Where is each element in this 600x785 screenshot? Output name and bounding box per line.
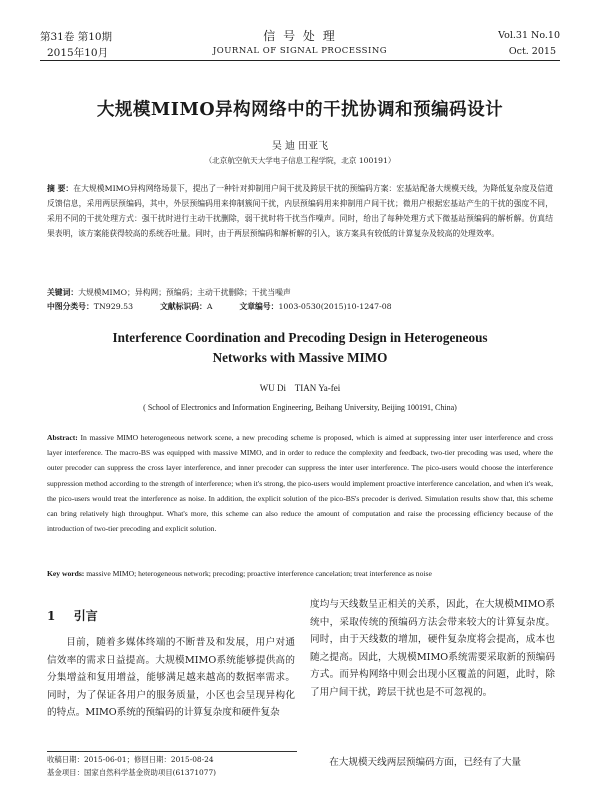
footnote-received: 收稿日期：2015-06-01；修回日期：2015-08-24: [47, 755, 214, 764]
section-heading: [47, 607, 98, 624]
article-value: 1003-0530(2015)10-1247-08: [278, 302, 392, 311]
authors-en: WU Di TIAN Ya-fei: [259, 383, 341, 393]
body-right-column-continued: 在大规模天线两层预编码方面，已经有了大量: [329, 757, 522, 768]
footnote-rule: [47, 751, 297, 752]
journal-name-en: JOURNAL OF SIGNAL PROCESSING: [212, 46, 388, 56]
page-title-en-line2: Networks with Massive MIMO: [212, 350, 388, 365]
keywords-en-label: Key words:: [47, 569, 85, 578]
header-rule: [40, 60, 560, 61]
footnote-funding: 基金项目：国家自然科学基金资助项目(61371077): [47, 768, 217, 777]
article-label: 文章编号：: [239, 302, 279, 311]
journal-vol-en: Vol.31 No.10: [498, 30, 560, 41]
journal-volume: 第31卷 第10期: [40, 31, 113, 43]
journal-date: 2015年10月: [47, 47, 109, 59]
page-title-cn: 大规模MIMO异构网络中的干扰协调和预编码设计: [96, 100, 504, 120]
affiliation-cn: （北京航空航天大学电子信息工程学院，北京 100191）: [204, 156, 396, 165]
body-left-column: 目前，随着多媒体终端的不断普及和发展，用户对通信效率的需求日益提高。大规模MIMO系统能够提供高的分集增益和复用增益，能够满足越来越高的数据率需求。同时，为了保证各用户的服务质量，小区也会呈现异构化的特点。MIMO系统的预编码的计算复杂度和硬件复杂: [47, 637, 295, 719]
abstract-en-label: Abstract:: [47, 433, 78, 442]
classification-line: [47, 299, 553, 314]
abstract-en: [47, 430, 553, 536]
keywords-en: [47, 566, 553, 581]
section-number: 1: [47, 609, 56, 623]
abstract-cn-label: 摘 要：: [47, 184, 74, 193]
class-label: 中图分类号：: [47, 302, 94, 311]
abstract-en-text: In massive MIMO heterogeneous network scene, a new precoding scheme is proposed, which is aimed at suppressing inter user interference and cross layer interference. The macro-BS was equipped with massive MIMO, and in order to reduce the complexity and feedback, two-tier precoding was used, where the outer precoder can suppress the cross layer interference, and inner precoder can suppress the inter user interference. The pico-users would choose the interference suppression method according to the strength of interference; when it's strong, the pico-users would implement proactive interference cancelation, and when it's weak, the pico-users would treat the interference as noise. In addition, the explicit solution of the pico-BS's precoder is derived. Simulation results show that, this scheme can bring relatively high throughput. What's more, this scheme can also reduce the amount of computation and raise the processing efficiency because of the introduction of two-tier precoding and explicit solution.: [47, 433, 553, 534]
abstract-cn-text: 在大规模MIMO异构网络场景下，提出了一种针对抑制用户间干扰及跨层干扰的预编码方案：宏基站配备大规模天线，为降低复杂度及信道反馈信息，采用两层预编码，其中，外层预编码用来抑制簇间干扰，内层预编码用来抑制用户间干扰；微用户根据宏基站产生的干扰的强度不同，采用不同的干扰处理方式：强干扰时进行主动干扰删除，弱干扰时将干扰当作噪声。同时，给出了每种处理方式下微基站预编码的解析解。仿真结果表明，该方案能获得较高的系统吞吐量。同时，由于两层预编码和解析解的引入，该方案具有较低的计算复杂及较高的处理效率。: [47, 184, 553, 238]
journal-month-en: Oct. 2015: [508, 46, 556, 57]
class-value: TN929.53: [93, 302, 134, 311]
journal-name-cn: 信 号 处 理: [263, 29, 337, 43]
affiliation-en: ( School of Electronics and Information Engineering, Beihang University, Beijing 100191, China): [143, 403, 457, 412]
doc-label: 文献标识码：: [160, 302, 207, 311]
body-right-column: 度均与天线数呈正相关的关系，因此，在大规模MIMO系统中，采取传统的预编码方法会带来较大的计算复杂度。同时，由于天线数的增加，硬件复杂度将会提高，成本也随之提高。因此，大规模MIMO系统需要采取新的预编码方式。而异构网络中则会出现小区覆盖的问题，此时，除了用户间干扰，跨层干扰也是不可忽视的。: [310, 599, 555, 698]
abstract-cn: [47, 181, 553, 241]
authors-cn: 吴 迪 田亚飞: [271, 141, 329, 152]
doc-value: A: [206, 302, 213, 311]
keywords-cn-text: 大规模MIMO；异构网；预编码；主动干扰删除；干扰当噪声: [78, 288, 291, 297]
section-title: 引言: [73, 609, 98, 623]
page-title-en-line1: Interference Coordination and Precoding Design in Heterogeneous: [112, 330, 488, 345]
keywords-cn-label: 关键词：: [47, 288, 79, 297]
keywords-en-text: massive MIMO; heterogeneous network; precoding; proactive interference cancelation; treat interference as noise: [86, 569, 432, 578]
keywords-cn: [47, 285, 553, 300]
